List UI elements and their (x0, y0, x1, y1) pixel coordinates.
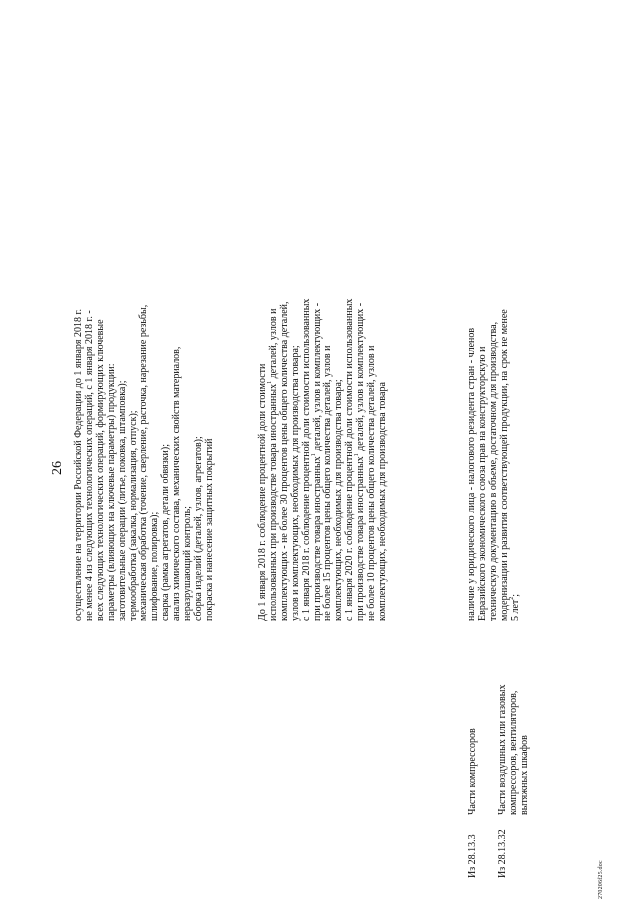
text-line-main: комплектующих - не более 30 процентов цены общего количества деталей, (278, 301, 290, 621)
file-name: 270206f25.doc (598, 860, 604, 899)
foreign-share-block (258, 76, 389, 621)
row-label-line: вытяжных шкафов (519, 735, 530, 815)
text-line-main: Евразийского экономического союза прав на конструкторскую и (476, 346, 488, 621)
row-label (497, 645, 530, 815)
footnote-mark: 2 (508, 596, 515, 600)
row-code: Из 28.13.3 (467, 834, 478, 878)
text-line-tail: деталей, узлов и комплектующих - (355, 302, 367, 454)
tax-resident-block (467, 76, 522, 621)
text-line: шлифование, полировка); (149, 511, 161, 621)
text-line: сборка изделий (деталей, узлов, агрегатов); (192, 436, 204, 621)
text-line-main: наличие у юридического лица - налогового резидента стран - членов (466, 327, 477, 621)
row-code: Из 28.13.32 (497, 829, 508, 878)
text-line-main: с 1 января 2020 г. соблюдение процентной доли стоимости использованных (344, 298, 356, 621)
text-line-main: при производстве товара иностранных (355, 456, 367, 621)
text-line-tail: деталей, узлов и (267, 308, 279, 381)
text-line: не менее 4 из следующих технологических операций, с 1 января 2018 г. - (83, 310, 95, 621)
text-line-main: с 1 января 2018 г. соблюдение процентной доли стоимости использованных (300, 298, 312, 621)
text-line: покраска и нанесение защитных покрытий (203, 438, 215, 621)
text-line-main: 5 лет (509, 599, 521, 621)
text-line (508, 76, 522, 621)
text-line: параметры (влияющих на ключевые параметры) продукции: (105, 363, 117, 621)
text-line-tail: ; (509, 593, 521, 597)
footnote-mark: 1 (354, 453, 361, 457)
row-label-line: компрессоров, вентиляторов, (508, 690, 519, 815)
text-line-main: при производстве товара иностранных (311, 456, 323, 621)
text-line-main: комплектующих, необходимых для производства товара (376, 382, 388, 621)
text-line: всех следующих технологических операций, формирующих ключевые (94, 319, 106, 621)
text-line: термообработка (закалка, нормализация, отпуск); (127, 410, 139, 621)
text-line: сварка (рамка агрегатов, детали обвязки); (160, 443, 172, 621)
text-line-main: техническую документацию в объеме, достаточном для производства, (487, 321, 499, 621)
text-line: осуществление на территории Российской Федерации до 1 января 2018 г. (73, 309, 84, 621)
text-line (500, 76, 511, 621)
text-line: неразрушающий контроль; (182, 506, 194, 621)
text-line-main: модернизации и развития соответствующей продукции, на срок не менее (498, 309, 510, 621)
text-line-main: использованных при производстве товара иностранных (267, 383, 279, 621)
footnote-mark: 1 (310, 453, 317, 457)
text-line: механическая обработка (точение, сверление, расточка, нарезание резьбы, (138, 304, 150, 621)
text-line: заготовительные операции (литье, поковка, штамповка); (116, 380, 128, 621)
text-line-tail: деталей, узлов и комплектующих - (311, 302, 323, 454)
text-line (378, 76, 389, 621)
text-line-main: не более 10 процентов цены общего количества деталей, узлов и (366, 345, 378, 621)
page-number: 26 (50, 461, 65, 475)
row-label: Части компрессоров (467, 728, 478, 815)
text-line-main: узлов и комплектующих, необходимых для производства товара; (289, 345, 301, 621)
text-line-main: не более 15 процентов цены общего количества деталей, узлов и (322, 345, 334, 621)
top-requirements-block (74, 76, 216, 621)
text-line: анализ химического состава, механических свойств материалов, (171, 346, 183, 621)
footnote-mark: 1 (266, 380, 273, 384)
text-line-main: комплектующих, необходимых для производства товара; (333, 379, 345, 621)
text-line-main: До 1 января 2018 г. соблюдение процентной доли стоимости (257, 363, 268, 621)
row-label-line: Части воздушных или газовых (497, 684, 508, 815)
